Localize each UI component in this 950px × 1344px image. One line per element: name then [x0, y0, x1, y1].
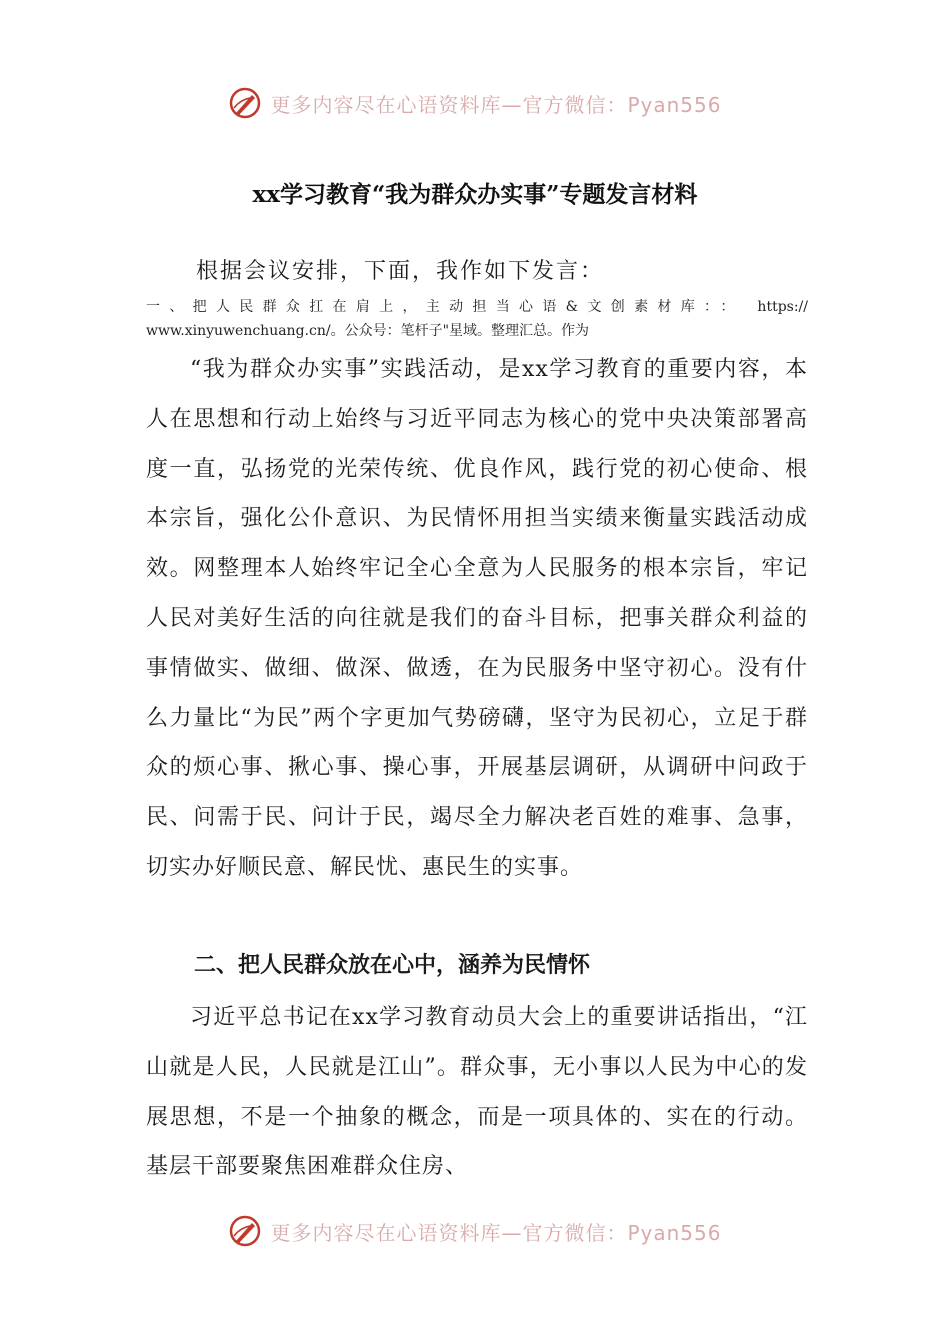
- header-banner: [0, 80, 950, 126]
- quill-pen-logo-icon: [228, 1214, 262, 1248]
- banner-text: 更多内容尽在心语资料库—官方微信：Pyan556: [270, 92, 722, 117]
- body-paragraph-1: “我为群众办实事”实践活动，是xx学习教育的重要内容，本人在思想和行动上始终与习近平同志为核心的党中央决策部署高度一直，弘扬党的光荣传统、优良作风，践行党的初心使命、根本宗旨，强化公仆意识、为民情怀用担当实绩来衡量实践活动成效。网整理本人始终牢记全心全意为人民服务的根本宗旨，牢记人民对美好生活的向往就是我们的奋斗目标，把事关群众利益的事情做实、做细、做深、做透，在为民服务中坚守初心。没有什么力量比“为民”两个字更加气势磅礴，坚守为民初心，立足于群众的烦心事、揪心事、操心事，开展基层调研，从调研中问政于民、问需于民、问计于民，竭尽全力解决老百姓的难事、急事，切实办好顺民意、解民忧、惠民生的实事。: [146, 357, 808, 880]
- document-title: xx学习教育“我为群众办实事”专题发言材料: [252, 181, 698, 208]
- section-heading-2: 二、把人民群众放在心中，涵养为民情怀: [194, 953, 591, 978]
- footer-banner: [0, 1208, 950, 1254]
- intro-line: 根据会议安排，下面，我作如下发言：: [196, 259, 605, 284]
- watermark-line-2: www.xinyuwenchuang.cn/。公众号：笔杆子"星域。整理汇总。作为: [146, 323, 590, 339]
- body-paragraph-2: 习近平总书记在xx学习教育动员大会上的重要讲话指出，“江山就是人民，人民就是江山”。群众事，无小事以人民为中心的发展思想，不是一个抽象的概念，而是一项具体的、实在的行动。基层干部要聚焦困难群众住房、: [146, 1005, 808, 1180]
- watermark-line-1: 一、把人民群众扛在肩上，主动担当心语&文创素材库：： https://: [146, 299, 808, 315]
- banner-text: 更多内容尽在心语资料库—官方微信：Pyan556: [270, 1220, 722, 1245]
- quill-pen-logo-icon: [228, 86, 262, 120]
